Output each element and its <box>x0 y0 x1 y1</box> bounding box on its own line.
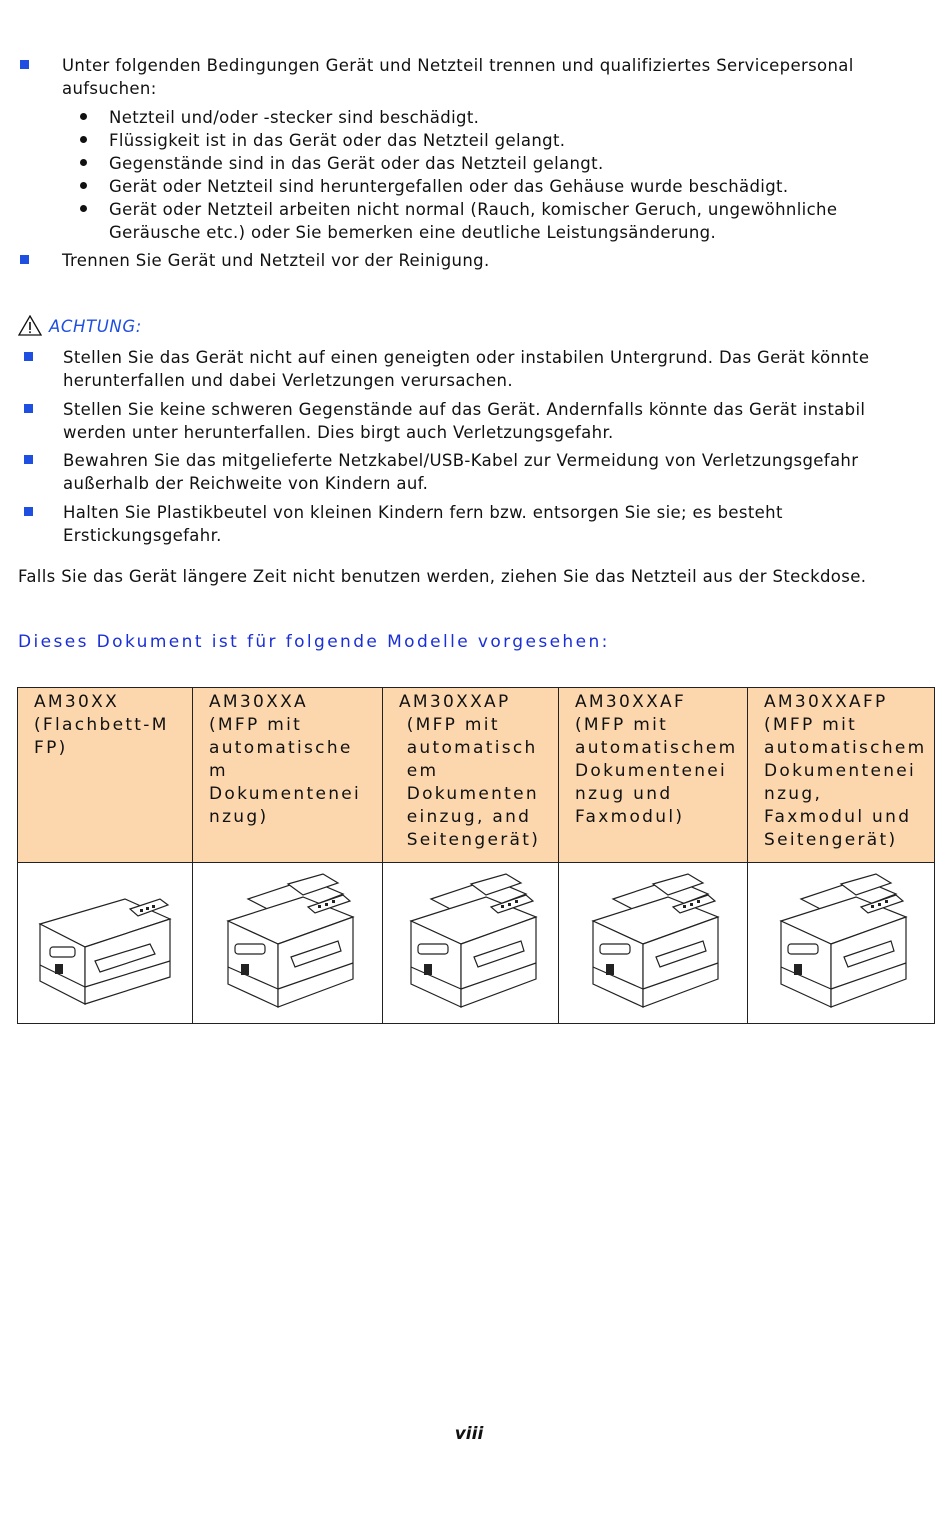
condition-item: Gerät oder Netzteil sind heruntergefallen oder das Gehäuse wurde beschädigt. <box>109 177 789 196</box>
model-label-line: einzug, and <box>399 807 532 827</box>
adf-mfp-image <box>396 869 546 1014</box>
model-label-line: automatisch <box>399 738 538 758</box>
caution-item-continued: herunterfallen und dabei Verletzungen verursachen. <box>63 371 513 390</box>
caution-item: Stellen Sie das Gerät nicht auf einen geneigten oder instabilen Untergrund. Das Gerät könnte <box>63 348 870 367</box>
round-bullet-icon <box>80 205 87 212</box>
model-label-line: (MFP mit <box>399 715 500 735</box>
model-label-line: FP) <box>34 738 68 758</box>
adf-mfp-image <box>766 869 916 1014</box>
model-image-cell <box>748 863 935 1024</box>
square-bullet-icon <box>24 352 33 361</box>
square-bullet-icon <box>24 507 33 516</box>
model-label-line: AM30XXAF <box>575 692 687 712</box>
caution-item-continued: außerhalb der Reichweite von Kindern auf. <box>63 474 429 493</box>
caution-item-continued: werden unter herunterfallen. Dies birgt auch Verletzungsgefahr. <box>63 423 614 442</box>
square-bullet-icon <box>24 404 33 413</box>
model-label-line: AM30XX <box>34 692 120 712</box>
model-label-line: Dokumenten <box>399 784 539 804</box>
conditions-intro-line-1: Unter folgenden Bedingungen Gerät und Netzteil trennen und qualifiziertes Servicepersonal <box>62 56 854 75</box>
round-bullet-icon <box>80 113 87 120</box>
model-label-line: em <box>399 761 439 781</box>
model-cell <box>559 688 748 863</box>
model-label-line: AM30XXAP <box>399 692 511 712</box>
model-label-line: (MFP mit <box>764 715 858 735</box>
model-label-line: Dokumentenei <box>764 761 917 781</box>
model-label-line: Seitengerät) <box>764 830 898 850</box>
model-label-line: nzug) <box>209 807 269 827</box>
condition-item: Gerät oder Netzteil arbeiten nicht normal (Rauch, komischer Geruch, ungewöhnliche <box>109 200 838 219</box>
model-cell <box>18 688 193 863</box>
model-label-line: Faxmodul) <box>575 807 685 827</box>
models-header-row <box>18 688 935 863</box>
adf-mfp-image <box>213 869 363 1014</box>
square-bullet-icon <box>20 60 29 69</box>
model-label-line: m <box>209 761 228 781</box>
model-image-cell <box>18 863 193 1024</box>
caution-item: Stellen Sie keine schweren Gegenstände auf das Gerät. Andernfalls könnte das Gerät instabil <box>63 400 866 419</box>
model-label-line: (MFP mit <box>575 715 669 735</box>
model-image-cell <box>193 863 383 1024</box>
round-bullet-icon <box>80 136 87 143</box>
caution-title: ACHTUNG: <box>49 317 142 336</box>
model-label-line: Dokumentenei <box>575 761 728 781</box>
square-bullet-icon <box>24 455 33 464</box>
warning-triangle-icon <box>18 315 42 336</box>
model-label-line: (Flachbett-M <box>34 715 169 735</box>
square-bullet-icon <box>20 255 29 264</box>
model-label-line: Seitengerät) <box>399 830 541 850</box>
model-image-cell <box>559 863 748 1024</box>
condition-item: Flüssigkeit ist in das Gerät oder das Netzteil gelangt. <box>109 131 566 150</box>
condition-item: Gegenstände sind in das Gerät oder das Netzteil gelangt. <box>109 154 604 173</box>
page-number: viii <box>454 1424 484 1444</box>
model-label-line: AM30XXAFP <box>764 692 888 712</box>
model-label-line: nzug und <box>575 784 673 804</box>
condition-item-continued: Geräusche etc.) oder Sie bemerken eine deutliche Leistungsänderung. <box>109 223 717 242</box>
model-label-line: nzug, <box>764 784 823 804</box>
round-bullet-icon <box>80 159 87 166</box>
model-label-line: Faxmodul und <box>764 807 912 827</box>
adf-mfp-image <box>578 869 728 1014</box>
condition-item: Netzteil und/oder -stecker sind beschädigt. <box>109 108 480 127</box>
caution-item: Bewahren Sie das mitgelieferte Netzkabel/USB-Kabel zur Vermeidung von Verletzungsgefahr <box>63 451 859 470</box>
model-label-line: automatischem <box>575 738 738 758</box>
model-label-line: automatischem <box>764 738 927 758</box>
conditions-intro-line-2: aufsuchen: <box>62 79 157 98</box>
models-heading: Dieses Dokument ist für folgende Modelle vorgesehen: <box>18 632 610 652</box>
model-cell <box>383 688 559 863</box>
round-bullet-icon <box>80 182 87 189</box>
model-label-line: AM30XXA <box>209 692 308 712</box>
model-cell <box>748 688 935 863</box>
flatbed-mfp-image <box>30 869 180 1014</box>
model-label-line: (MFP mit <box>209 715 303 735</box>
model-cell <box>193 688 383 863</box>
model-label-line: automatische <box>209 738 353 758</box>
caution-item-continued: Erstickungsgefahr. <box>63 526 222 545</box>
caution-item: Halten Sie Plastikbeutel von kleinen Kindern fern bzw. entsorgen Sie sie; es besteht <box>63 503 783 522</box>
models-image-row <box>18 863 935 1024</box>
models-table <box>17 687 935 1024</box>
cleaning-instruction: Trennen Sie Gerät und Netzteil vor der Reinigung. <box>62 251 490 270</box>
model-image-cell <box>383 863 559 1024</box>
model-label-line: Dokumentenei <box>209 784 362 804</box>
power-note: Falls Sie das Gerät längere Zeit nicht benutzen werden, ziehen Sie das Netzteil aus der Steckdose. <box>18 567 867 586</box>
